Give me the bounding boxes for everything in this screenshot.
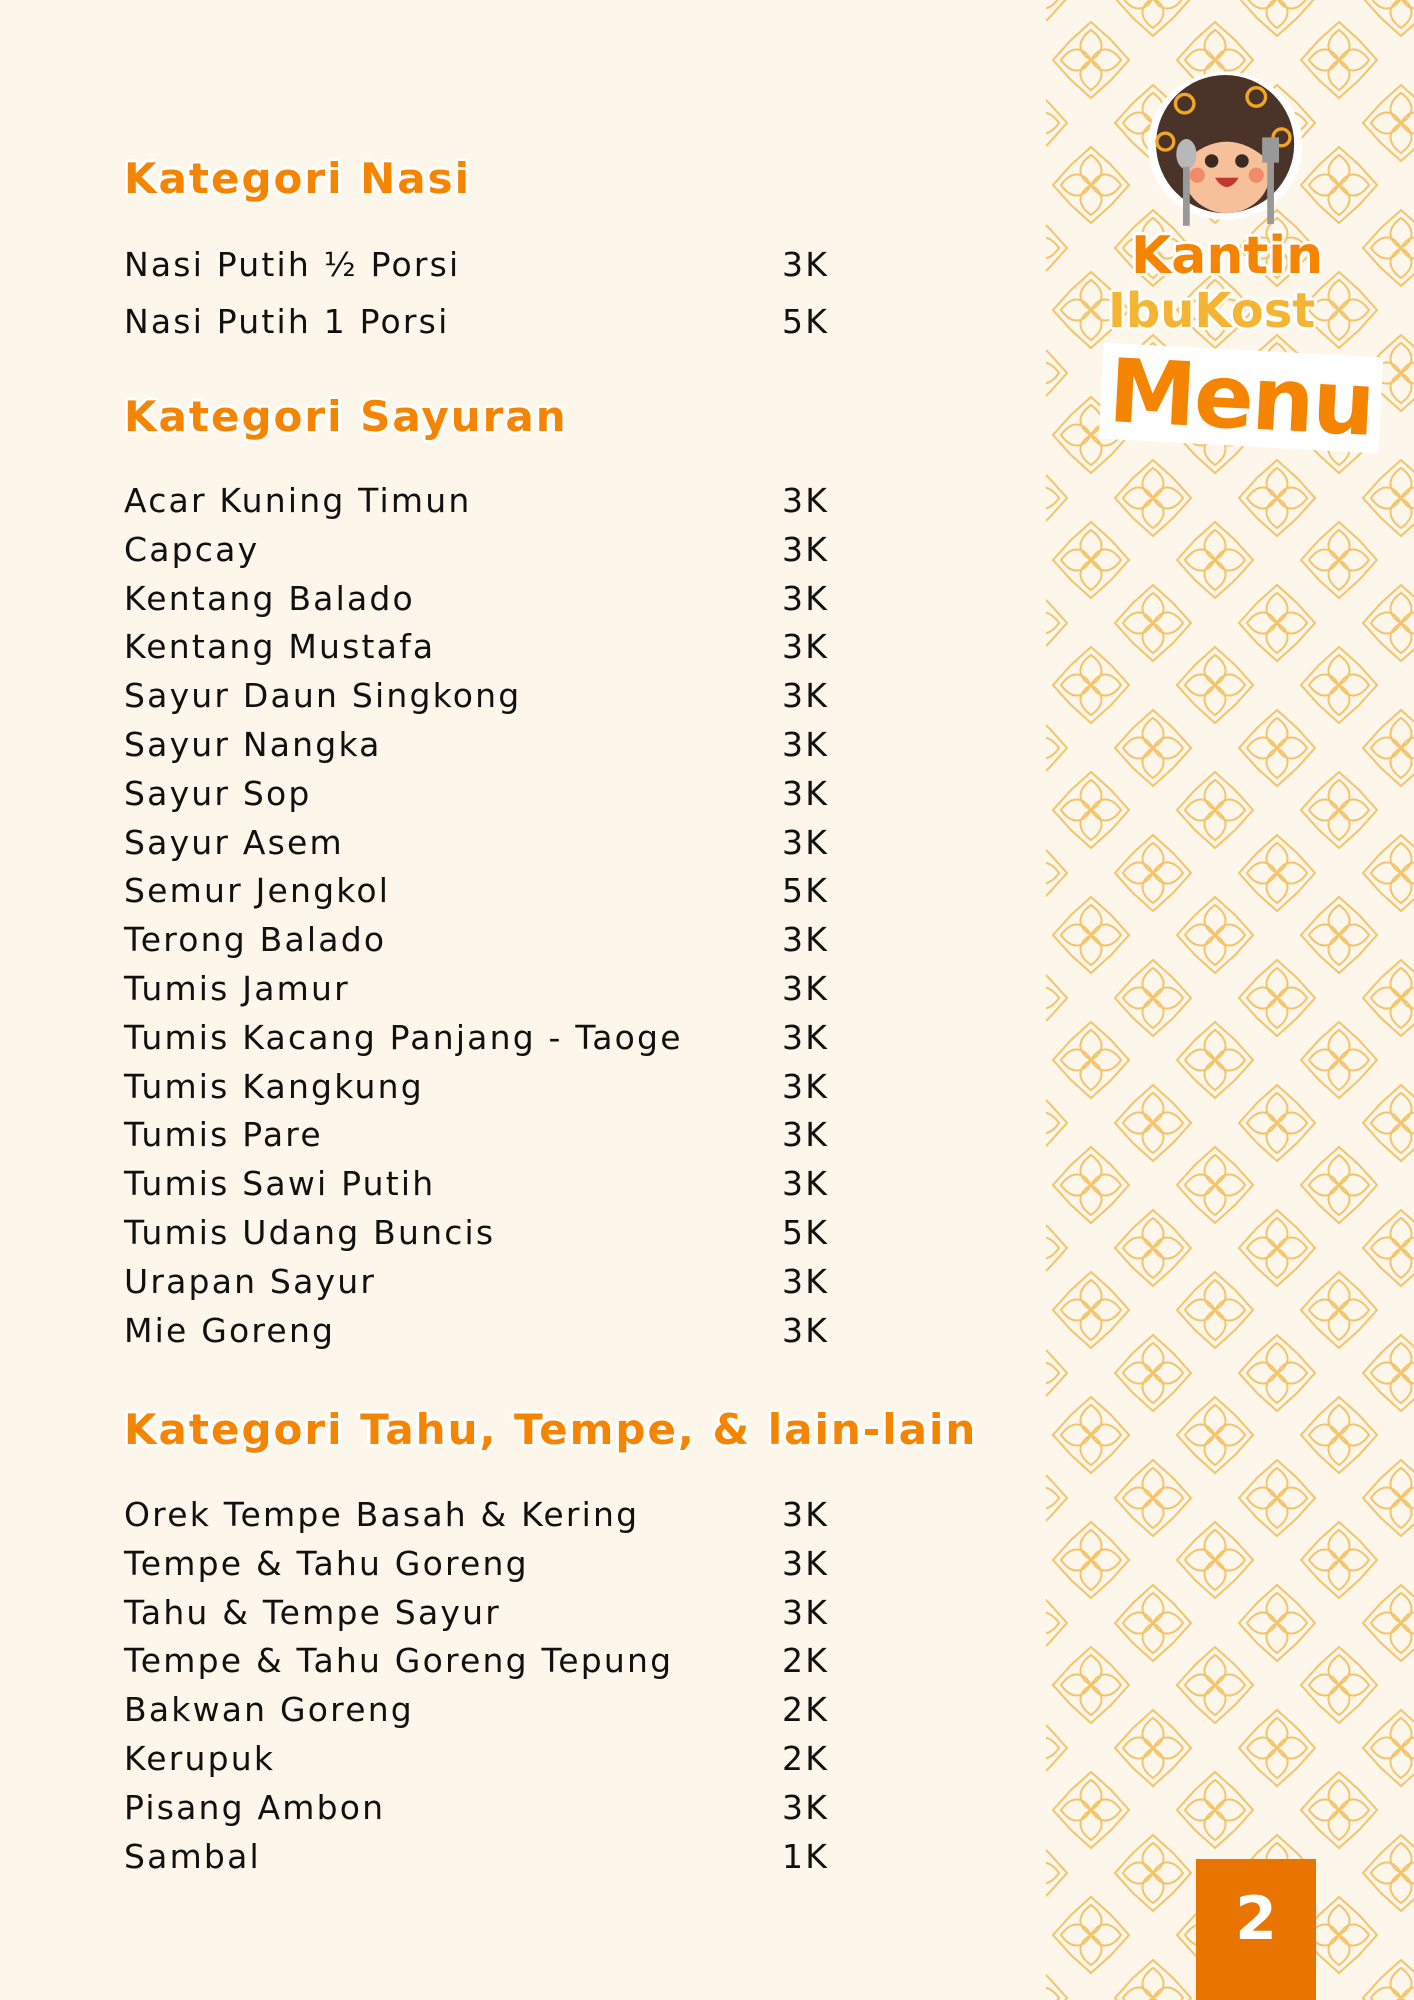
menu-item <box>124 1258 834 1307</box>
menu-list-tahu-tempe <box>124 1491 834 1881</box>
menu-item <box>124 575 834 624</box>
item-name: Kentang Mustafa <box>124 627 436 667</box>
menu-list-sayuran <box>124 477 834 1355</box>
item-price: 3K <box>782 1017 830 1057</box>
item-price: 2K <box>782 1641 830 1681</box>
category-heading-nasi: Kategori Nasi <box>124 154 471 203</box>
item-price: 3K <box>782 773 830 813</box>
item-price: 3K <box>782 676 830 716</box>
item-name: Nasi Putih 1 Porsi <box>124 302 450 341</box>
item-price: 5K <box>782 1212 830 1252</box>
menu-item <box>124 623 834 672</box>
menu-item <box>124 298 834 347</box>
item-name: Tumis Jamur <box>124 968 350 1008</box>
menu-item <box>124 1540 834 1589</box>
item-price: 2K <box>782 1690 830 1730</box>
category-heading-tahu-tempe: Kategori Tahu, Tempe, & lain-lain <box>124 1405 978 1454</box>
menu-item <box>124 1209 834 1258</box>
item-price: 3K <box>782 481 830 520</box>
menu-item <box>124 1111 834 1160</box>
menu-item <box>124 965 834 1014</box>
item-name: Nasi Putih ½ Porsi <box>124 245 461 284</box>
menu-item <box>124 477 834 526</box>
page-number-badge: 2 <box>1196 1859 1316 2000</box>
menu-item <box>124 526 834 575</box>
menu-item <box>124 672 834 721</box>
item-name: Sayur Sop <box>124 773 312 813</box>
menu-item <box>124 241 834 298</box>
menu-item <box>124 1307 834 1356</box>
kantin-ibukost-mascot-icon <box>1086 70 1376 230</box>
item-name: Tahu & Tempe Sayur <box>124 1592 501 1632</box>
item-name: Kentang Balado <box>124 578 415 618</box>
item-name: Orek Tempe Basah & Kering <box>124 1495 640 1534</box>
item-price: 3K <box>782 627 830 667</box>
category-heading-sayuran: Kategori Sayuran <box>124 392 568 441</box>
item-name: Sayur Asem <box>124 822 344 862</box>
menu-item <box>124 819 834 868</box>
item-price: 3K <box>782 1310 830 1350</box>
item-name: Mie Goreng <box>124 1310 336 1350</box>
item-price: 3K <box>782 1115 830 1155</box>
menu-item <box>124 1637 834 1686</box>
item-price: 3K <box>782 1543 830 1583</box>
menu-item <box>124 770 834 819</box>
menu-item <box>124 1160 834 1209</box>
logo-line1: Kantin <box>1131 226 1324 286</box>
item-name: Sayur Nangka <box>124 724 382 764</box>
logo-line2: IbuKost <box>1108 283 1316 339</box>
item-name: Acar Kuning Timun <box>124 481 472 520</box>
item-price: 3K <box>782 920 830 960</box>
item-name: Pisang Ambon <box>124 1787 386 1827</box>
item-name: Tempe & Tahu Goreng Tepung <box>124 1641 674 1681</box>
item-name: Urapan Sayur <box>124 1261 377 1301</box>
item-name: Semur Jengkol <box>124 871 391 911</box>
menu-item <box>124 1686 834 1735</box>
menu-item <box>124 1833 834 1882</box>
item-price: 1K <box>782 1836 830 1876</box>
item-name: Tumis Kangkung <box>124 1066 424 1106</box>
item-price: 3K <box>782 1261 830 1301</box>
item-price: 3K <box>782 968 830 1008</box>
menu-item <box>124 1014 834 1063</box>
item-name: Tumis Sawi Putih <box>124 1164 436 1204</box>
menu-item <box>124 1491 834 1540</box>
item-name: Bakwan Goreng <box>124 1690 414 1730</box>
item-price: 3K <box>782 1066 830 1106</box>
item-name: Tumis Udang Buncis <box>124 1212 496 1252</box>
item-name: Kerupuk <box>124 1738 276 1778</box>
item-price: 3K <box>782 1592 830 1632</box>
menu-item <box>124 1735 834 1784</box>
item-price: 3K <box>782 822 830 862</box>
item-name: Tempe & Tahu Goreng <box>124 1543 529 1583</box>
item-price: 3K <box>782 245 830 284</box>
item-name: Sambal <box>124 1836 261 1876</box>
item-name: Tumis Kacang Panjang - Taoge <box>124 1017 683 1057</box>
item-price: 3K <box>782 1164 830 1204</box>
item-name: Terong Balado <box>124 920 387 960</box>
item-price: 3K <box>782 578 830 618</box>
decorative-side-panel <box>1046 0 1414 2000</box>
menu-item <box>124 1589 834 1638</box>
menu-item <box>124 1063 834 1112</box>
menu-item <box>124 1784 834 1833</box>
item-price: 2K <box>782 1738 830 1778</box>
menu-item <box>124 916 834 965</box>
item-price: 5K <box>782 302 830 341</box>
menu-list-nasi <box>124 241 834 347</box>
item-name: Capcay <box>124 529 260 569</box>
menu-item <box>124 721 834 770</box>
item-price: 3K <box>782 724 830 764</box>
menu-item <box>124 867 834 916</box>
menu-title: Menu <box>1099 343 1384 454</box>
item-name: Tumis Pare <box>124 1115 323 1155</box>
item-price: 3K <box>782 1787 830 1827</box>
item-name: Sayur Daun Singkong <box>124 676 522 716</box>
item-price: 5K <box>782 871 830 911</box>
item-price: 3K <box>782 529 830 569</box>
item-price: 3K <box>782 1495 830 1534</box>
